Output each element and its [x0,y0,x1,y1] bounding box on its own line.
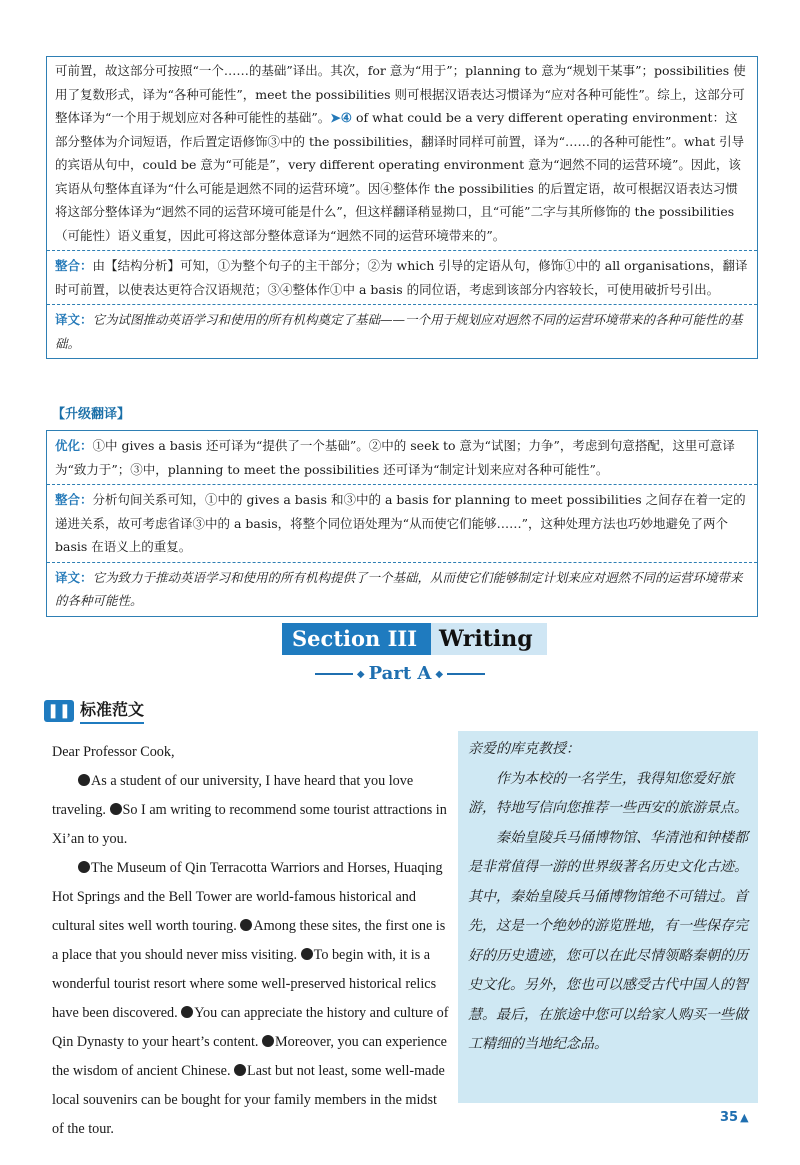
diamond-icon: ◆ [356,668,365,680]
sentence-marker-icon [78,861,90,873]
letter-sentence: To begin with, it is a wonderful tourist resort where some well-preserved historical relics have been discovered. [52,947,437,1021]
part-heading [300,663,500,684]
upgrade-integrate-row [47,484,757,562]
sentence-marker-icon [78,774,90,786]
divider-line [315,673,353,675]
letter-greeting: Dear Professor Cook, [52,744,175,760]
translation-label: 译文： [55,312,93,327]
upgrade-translation-row [47,562,757,616]
integrate-row [47,250,757,304]
sentence-marker-icon [262,1035,274,1047]
upgrade-integrate-text: 分析句间关系可知，①中的 gives a basis 和③中的 a basis for planning to meet possibilities 之间存在着一定的递进关系，故可考虑省译③中的 a basis，将整个同位语处理为“从而使它们能够……”，这种处理方法也巧妙地避免了两个 basis 在语义上的重复。 [55,492,746,554]
sentence-marker-icon [301,948,313,960]
chinese-paragraph-2: 秦始皇陵兵马俑博物馆、华清池和钟楼都是非常值得一游的世界级著名历史文化古迹。其中，秦始皇陵兵马俑博物馆绝不可错过。首先，这是一个绝妙的游览胜地，有一些保存完好的历史遗迹，您可以在此尽情领略秦朝的历史文化。另外，您也可以感受古代中国人的智慧。最后，在旅途中您可以给家人购买一些做工精细的当地纪念品。 [468,829,748,1052]
optimize-text: ①中 gives a basis 还可译为“提供了一个基础”。②中的 seek to 意为“试图；力争”，考虑到句意搭配，这里可意译为“致力于”；③中，planning to meet the possibilities 还可译为“制定计划来应对各种可能性”。 [55,438,735,477]
letter-sentence: The Museum of Qin Terracotta Warriors and Horses, Huaqing Hot Springs and the Bell Tower are world-famous historical and cultural sites well worth touring. [52,860,443,934]
sentence-marker-icon [240,919,252,931]
letter-sentence: Among these sites, the first one is a place that you should never miss visiting. [52,918,446,963]
section-title: Writing [431,623,547,655]
english-letter [52,738,452,1144]
upgrade-translation-text: 它为致力于推动英语学习和使用的所有机构提供了一个基础，从而使它们能够制定计划来应对迥然不同的运营环境带来的各种可能性。 [55,569,743,608]
diamond-icon: ◆ [435,668,444,680]
letter-sentence: Last but not least, some well-made local souvenirs can be bought for your family members in the midst of the tour. [52,1063,445,1137]
page-number-text: 35 [720,1110,739,1125]
chinese-greeting: 亲爱的库克教授： [468,741,580,757]
chinese-paragraph-1: 作为本校的一名学生，我得知您爱好旅游，特地写信向您推荐一些西安的旅游景点。 [468,770,748,816]
upgrade-box [46,430,758,617]
optimize-row [47,431,757,484]
chinese-letter [458,731,758,1060]
standard-essay-heading [44,697,144,724]
letter-paragraph-1 [52,767,452,854]
upgrade-translation-label: 译文： [55,569,93,585]
optimize-label: 优化： [55,438,93,453]
sentence-marker-icon [110,803,122,815]
integrate-text: 由【结构分析】可知，①为整个句子的主干部分；②为 which 引导的定语从句，修饰①中的 all organisations，翻译时可前置，以使表达更符合汉语规范；③④整体作①中 a basis 的同位语，考虑到该部分内容较长，可使用破折号引出。 [55,258,748,297]
analysis-paragraph [47,57,757,250]
divider-line [447,673,485,675]
letter-paragraph-2 [52,854,452,1144]
letter-sentence: Moreover, you can experience the wisdom of ancient Chinese. [52,1034,447,1079]
section-number: Section III [282,623,431,655]
upgrade-heading: 【升级翻译】 [52,407,131,422]
integrate-label: 整合： [55,258,93,273]
graduation-cap-icon: ▲ [740,1111,749,1124]
page-number [720,1110,749,1125]
analysis-text: 可前置，故这部分可按照“一个……的基础”译出。其次，for 意为“用于”；planning to 意为“规划干某事”；possibilities 使用了复数形式，译为“各种可能性”，meet the possibilities 则可根据汉语表达习惯译为“应对各种可能性”。综上，这部分可整体译为“一个用于规划应对各种可能性的基础”。 [55,63,746,125]
letter-sentence: As a student of our university, I have heard that you love traveling. [52,773,414,818]
letter-sentence: You can appreciate the history and culture of Qin Dynasty to your heart’s content. [52,1005,449,1050]
arrow-marker-icon: ➤④ [330,110,352,125]
analysis-box [46,56,758,359]
analysis-text-2: of what could be a very different operating environment：这部分整体为介词短语，作后置定语修饰③中的 the possibilities，翻译时同样可前置，译为“……的各种可能性”。what 引导的宾语从句中，could be 意为“可能是”，very different operating environment 意为“迥然不同的运营环境”。因此，该宾语从句整体直译为“什么可能是迥然不同的运营环境”。因④整体作 the possibilities 的后置定语，故可根据汉语表达习惯将这部分整体译为“迥然不同的运营环境可能是什么”，但这样翻译稍显拗口，且“可能”二字与其所修饰的 the possibilities（可能性）语义重复，因此可将这部分整体意译为“迥然不同的运营环境带来的”。 [55,110,745,243]
sentence-marker-icon [234,1064,246,1076]
letter-sentence: So I am writing to recommend some tourist attractions in Xi’an to you. [52,802,447,847]
part-label: Part A [368,663,432,684]
translation-row [47,304,757,358]
chinese-translation-box [458,731,758,1103]
translation-text: 它为试图推动英语学习和使用的所有机构奠定了基础——一个用于规划应对迥然不同的运营环境带来的各种可能性的基础。 [55,312,743,351]
sentence-marker-icon [181,1006,193,1018]
upgrade-integrate-label: 整合： [55,492,93,507]
section-banner [282,623,547,655]
book-icon: ❚❚ [44,700,74,722]
standard-essay-title: 标准范文 [80,697,144,724]
